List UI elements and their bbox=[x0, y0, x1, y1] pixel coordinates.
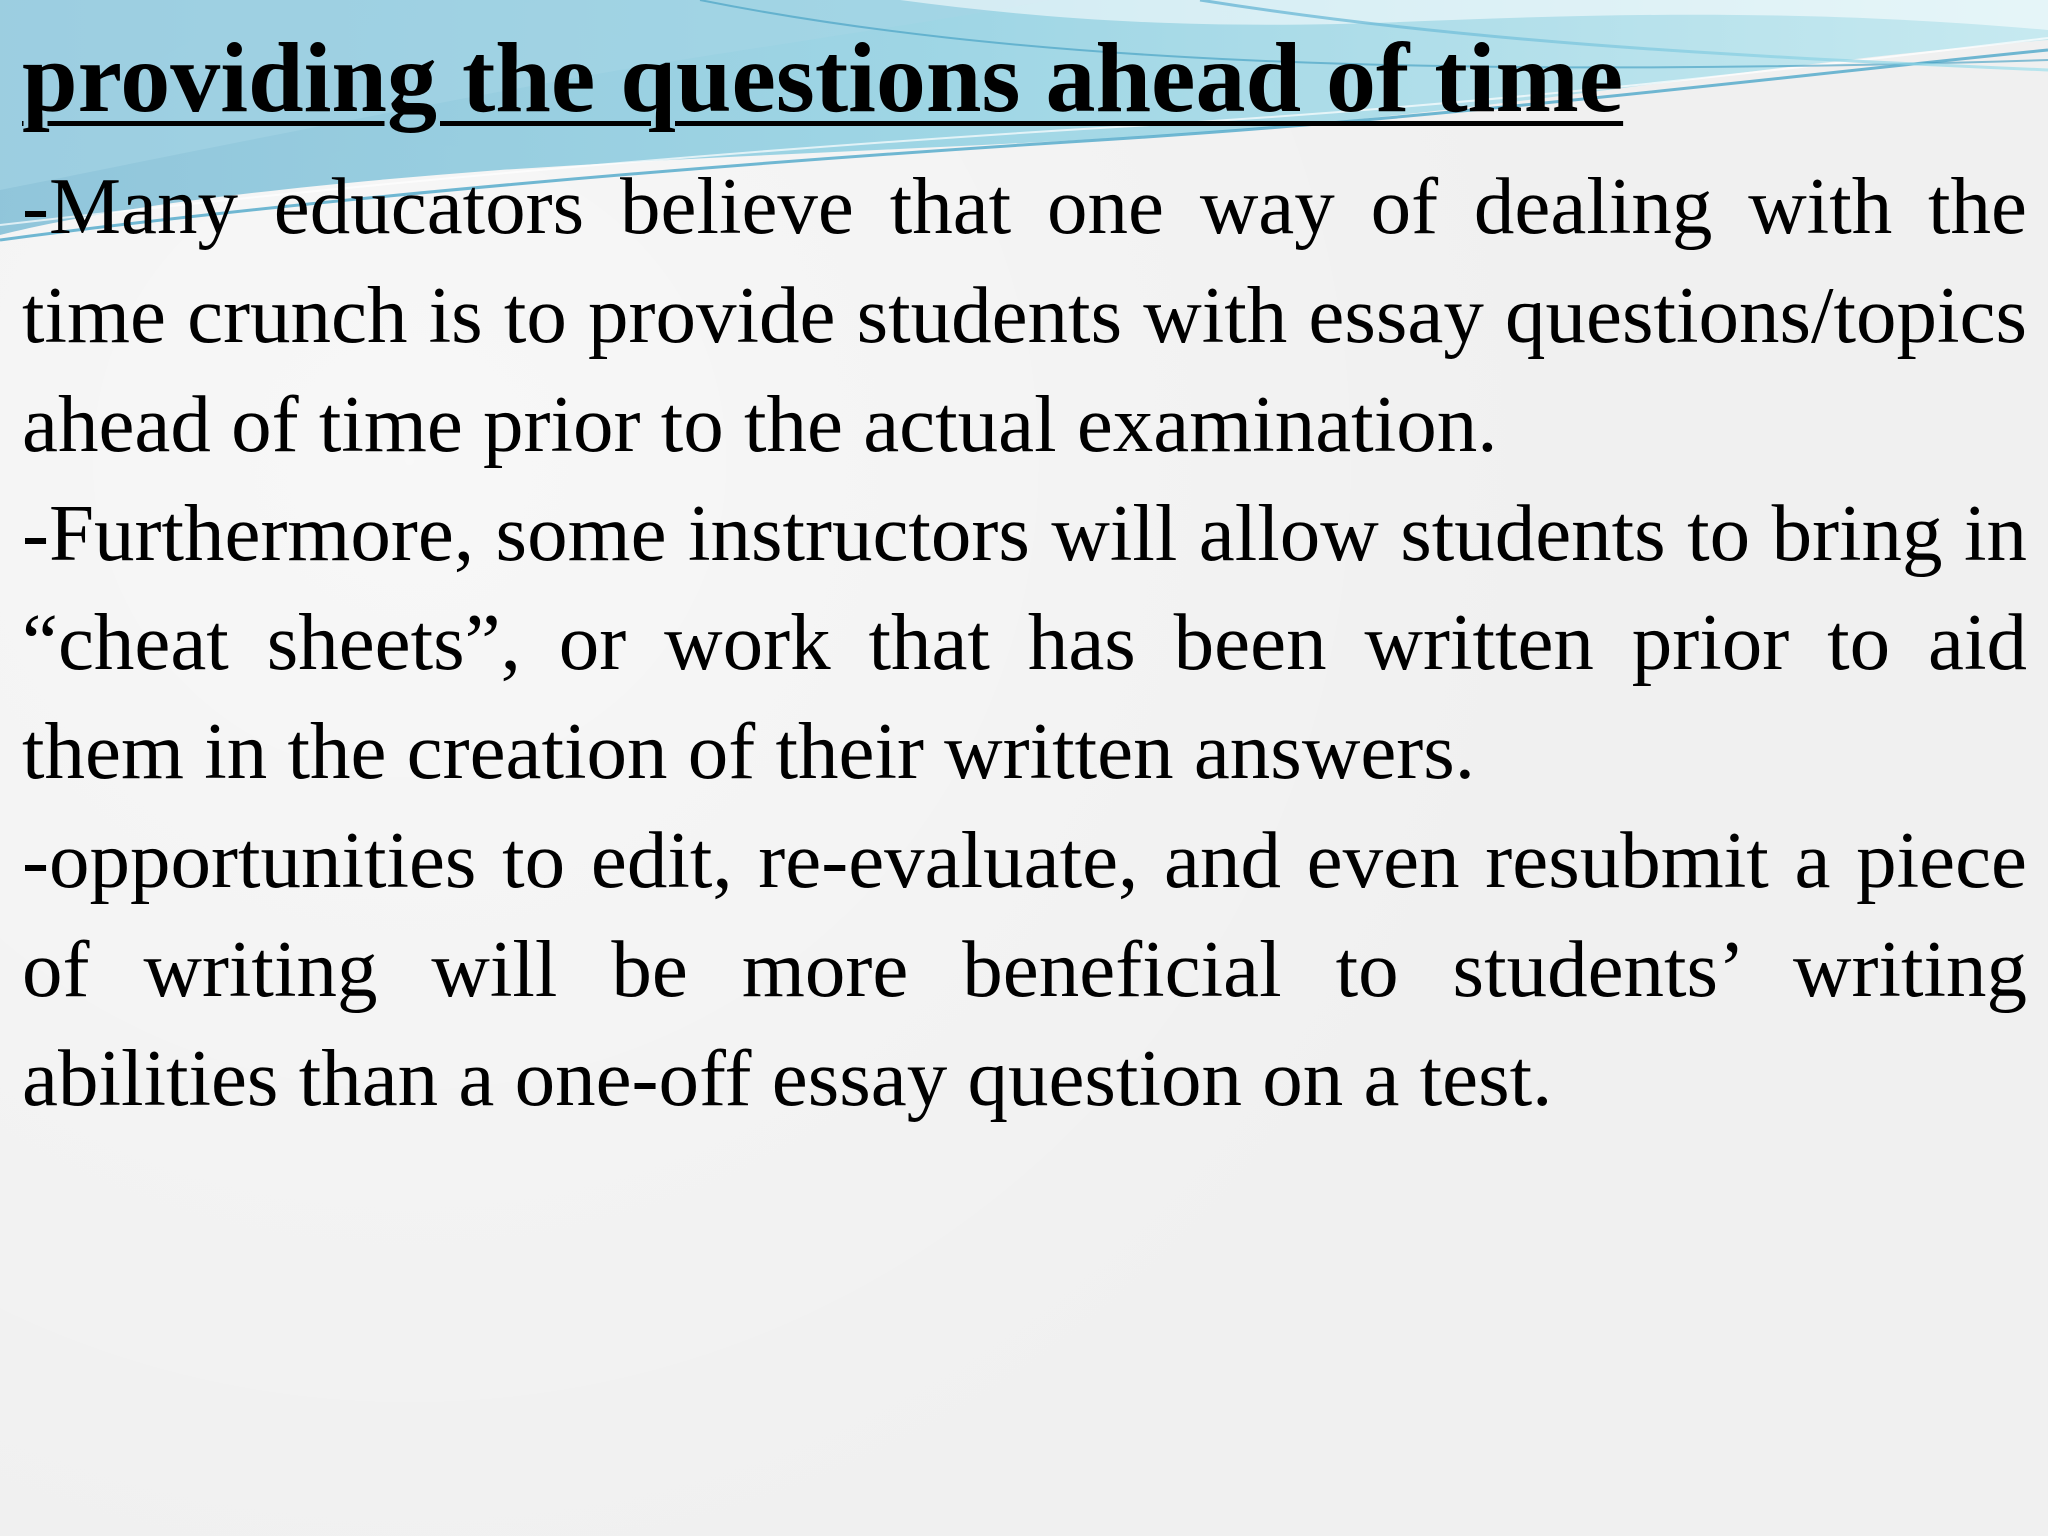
paragraph-1: -Many educators believe that one way of dealing with the time crunch is to provide students with essay questions/topics ahead of time prior to the actual examination. bbox=[22, 161, 2027, 469]
slide-content bbox=[22, 18, 2027, 1133]
paragraph-3: -opportunities to edit, re-evaluate, and even resubmit a piece of writing will be more beneficial to students’ writing abilities than a one-off essay question on a test. bbox=[22, 815, 2027, 1123]
slide-title: providing the questions ahead of time bbox=[22, 22, 1624, 133]
paragraph-2: -Furthermore, some instructors will allow students to bring in “cheat sheets”, or work that has been written prior to aid them in the creation of their written answers. bbox=[22, 488, 2027, 796]
